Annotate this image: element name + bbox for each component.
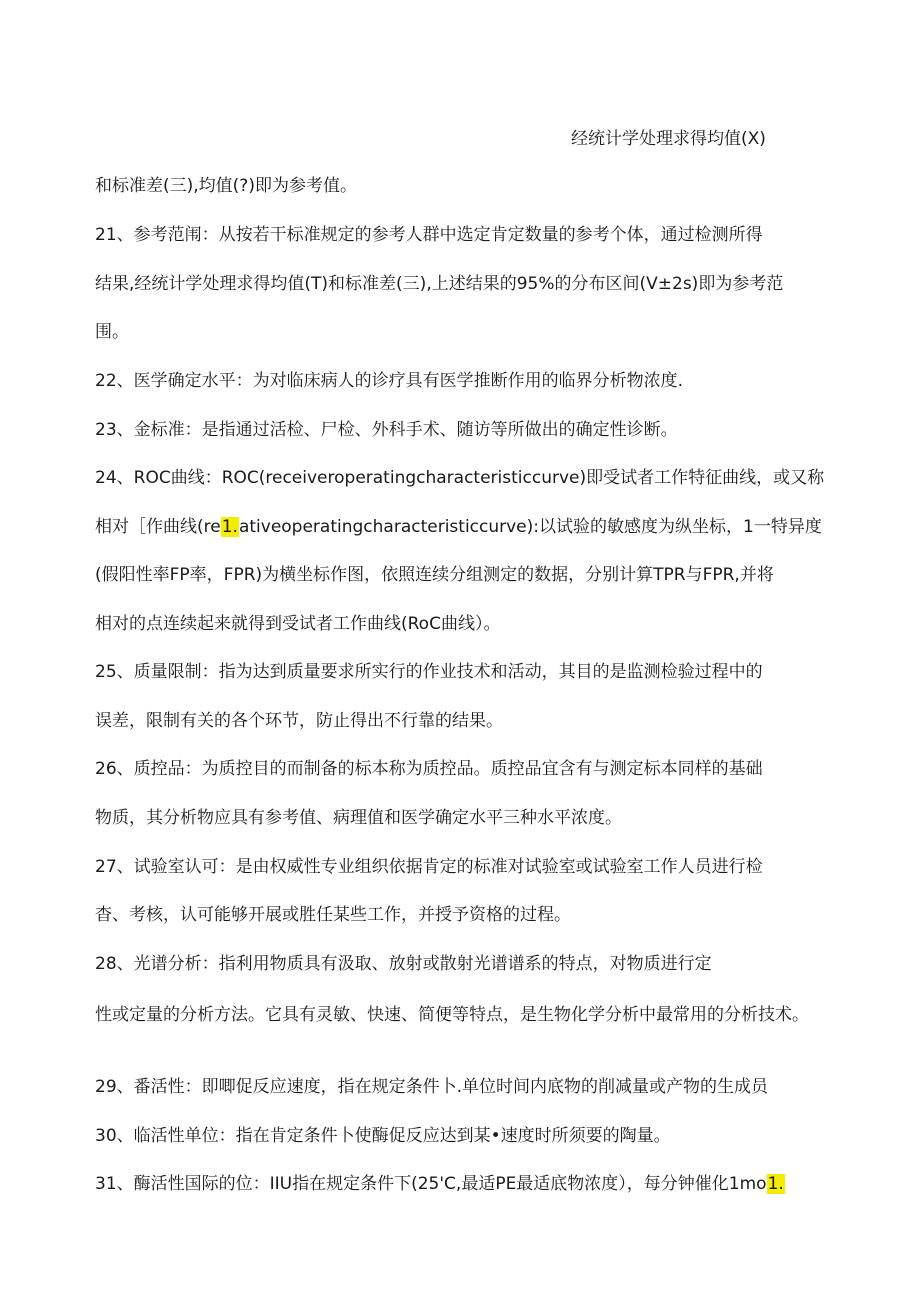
highlight-mark: 1. xyxy=(221,517,238,537)
text-segment: ativeoperatingcharacteristiccurve):以试验的敏感度为纵坐标，1一特异度 xyxy=(238,517,822,537)
text-line-8: 24、ROC曲线：ROC(receiveroperatingcharacteristiccurve)即受试者工作特征曲线，或又称 xyxy=(95,468,825,488)
text-line-2: 和标准差(三),均值(?)即为参考值。 xyxy=(95,176,357,196)
text-line-4: 结果,经统计学处理求得均值(T)和标准差(三),上述结果的95%的分布区间(V±2s)即为参考范 xyxy=(95,274,784,294)
text-line-17: 杳、考核，认可能够开展或胜任某些工作，并授予资格的过程。 xyxy=(95,905,571,925)
text-line-6: 22、医学确定水平：为对临床病人的诊疗具有医学推断作用的临界分析物浓度. xyxy=(95,371,684,391)
text-line-12: 25、质量限制：指为达到质量要求所实行的作业技术和活动，其目的是监测检验过程中的 xyxy=(95,662,763,682)
text-line-1: 经统计学处理求得均值(X) xyxy=(571,129,766,149)
text-line-18: 28、光谱分析：指利用物质具有汲取、放射或散射光谱谱系的特点，对物质进行定 xyxy=(95,954,712,974)
text-line-15: 物质，其分析物应具有参考值、病理值和医学确定水平三种水平浓度。 xyxy=(95,808,622,828)
text-segment: 相对［作曲线(re xyxy=(95,517,221,537)
text-line-7: 23、金标准：是指通过活检、尸检、外科手术、随访等所做出的确定性诊断。 xyxy=(95,420,678,440)
text-segment: 31、酶活性国际的位：IIU指在规定条件下(25'C,最适PE最适底物浓度），每分钟催化1mo xyxy=(95,1174,767,1194)
text-line-5: 围。 xyxy=(95,322,129,342)
text-line-21: 30、临活性单位：指在肯定条件卜使酶促反应达到某•速度时所须要的陶量。 xyxy=(95,1126,671,1146)
text-line-11: 相对的点连续起来就得到受试者工作曲线(RoC曲线）。 xyxy=(95,614,501,634)
text-line-13: 误差，限制有关的各个环节，防止得出不行靠的结果。 xyxy=(95,711,503,731)
text-line-3: 21、参考范闱：从按若干标准规定的参考人群中选定肯定数量的参考个体，通过检测所得 xyxy=(95,225,763,245)
text-line-19: 性或定量的分析方法。它具有灵敏、快速、简便等特点，是生物化学分析中最常用的分析技术。 xyxy=(95,1005,809,1025)
text-line-9 xyxy=(95,515,835,539)
text-line-22 xyxy=(95,1172,835,1196)
text-line-16: 27、试验室认可：是由权威性专业组织依据肯定的标准对试验室或试验室工作人员进行检 xyxy=(95,857,763,877)
text-line-20: 29、番活性：即唧促反应速度，指在规定条件卜.单位时间内底物的削减量或产物的生成员 xyxy=(95,1077,769,1097)
text-line-10: (假阳性率FP率，FPR)为横坐标作图，依照连续分组测定的数据，分别计算TPR与FPR,并将 xyxy=(95,565,774,585)
highlight-mark: 1. xyxy=(767,1174,784,1194)
text-line-14: 26、质控品：为质控目的而制备的标本称为质控品。质控品宜含有与测定标本同样的基础 xyxy=(95,759,763,779)
